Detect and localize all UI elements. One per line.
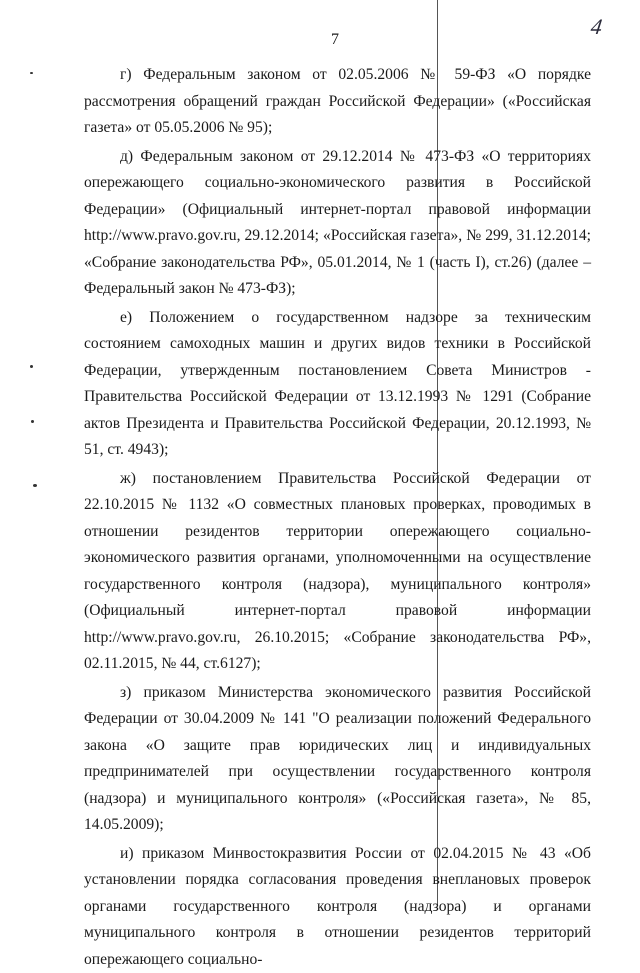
document-body bbox=[84, 62, 591, 973]
margin-speck bbox=[30, 72, 33, 74]
paragraph-e: е) Положением о государственном надзоре за техническим состоянием самоходных машин и других видов техники в Российской Федерации, утвержденным постановлением Совета Министров - Правительства Российской Федерации от 13.12.1993 № 1291 (Собрание актов Президента и Правительства Российской Федерации, 20.12.1993, № 51, ст. 4943); bbox=[84, 305, 591, 464]
paragraph-z: з) приказом Министерства экономического развития Российской Федерации от 30.04.2009 № 141 "О реализации положений Федерального закона «О защите прав юридических лиц и индивидуальных предпринимателей при осуществлении государственного контроля (надзора) и муниципального контроля» («Российская газета», № 85, 14.05.2009); bbox=[84, 680, 591, 839]
page-number: 7 bbox=[331, 31, 339, 49]
paragraph-d: д) Федеральным законом от 29.12.2014 № 473-ФЗ «О территориях опережающего социально-экономического развития в Российской Федерации» (Официальный интернет-портал правовой информации http://www.pravo.gov.ru, 29.12.2014; «Российская газета», № 299, 31.12.2014; «Собрание законодательства РФ», 05.01.2014, № 1 (часть I), ст.26) (далее – Федеральный закон № 473-ФЗ); bbox=[84, 144, 591, 303]
handwritten-page-mark: 4 bbox=[589, 14, 604, 40]
margin-speck bbox=[31, 420, 34, 423]
paragraph-g: г) Федеральным законом от 02.05.2006 № 59-ФЗ «О порядке рассмотрения обращений граждан Российской Федерации» («Российская газета» от 05.05.2006 № 95); bbox=[84, 62, 591, 142]
paragraph-zh: ж) постановлением Правительства Российской Федерации от 22.10.2015 № 1132 «О совместных плановых проверках, проводимых в отношении резидентов территории опережающего социально-экономического развития органами, уполномоченными на осуществление государственного контроля (надзора), муниципального контроля» (Официальный интернет-портал правовой информации http://www.pravo.gov.ru, 26.10.2015; «Собрание законодательства РФ», 02.11.2015, № 44, ст.6127); bbox=[84, 466, 591, 678]
margin-speck bbox=[33, 484, 37, 487]
paragraph-i: и) приказом Минвостокразвития России от 02.04.2015 № 43 «Об установлении порядка согласования проведения внеплановых проверок органами государственного контроля (надзора) и органами муниципального контроля в отношении резидентов территорий опережающего социально- bbox=[84, 841, 591, 973]
margin-speck bbox=[30, 365, 33, 368]
